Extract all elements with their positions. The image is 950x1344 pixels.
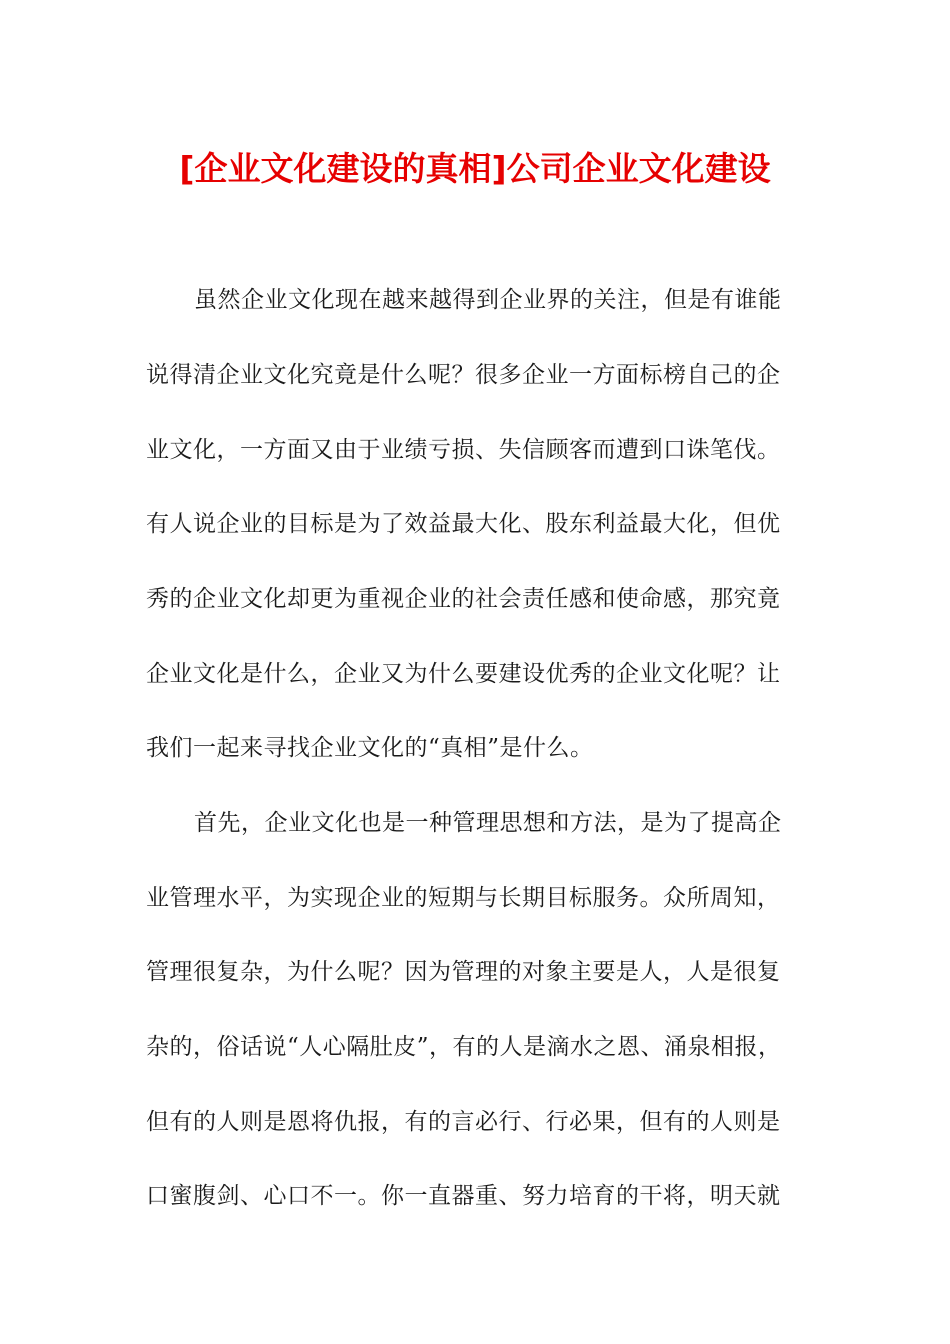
paragraph-2-line-6: 口蜜腹剑、心口不一。你一直器重、努力培育的干将，明天就 <box>146 1183 781 1209</box>
paragraph-2-line-1: 首先，企业文化也是一种管理思想和方法，是为了提高企 <box>194 810 782 836</box>
paragraph-2-line-3: 管理很复杂，为什么呢？因为管理的对象主要是人，人是很复 <box>146 959 781 985</box>
paragraph-1-line-1: 虽然企业文化现在越来越得到企业界的关注，但是有谁能 <box>194 287 782 313</box>
paragraph-1-line-7: 我们一起来寻找企业文化的“真相”是什么。 <box>146 735 594 761</box>
paragraph-1-line-3: 业文化，一方面又由于业绩亏损、失信顾客而遭到口诛笔伐。 <box>146 437 781 463</box>
paragraph-2-line-4: 杂的，俗话说“人心隔肚皮”，有的人是滴水之恩、涌泉相报， <box>146 1034 782 1060</box>
paragraph-2-line-5: 但有的人则是恩将仇报，有的言必行、行必果，但有的人则是 <box>146 1109 781 1135</box>
document-title: [企业文化建设的真相]公司企业文化建设 <box>179 149 771 188</box>
paragraph-1-line-4: 有人说企业的目标是为了效益最大化、股东利益最大化，但优 <box>146 511 781 537</box>
paragraph-1-line-6: 企业文化是什么，企业又为什么要建设优秀的企业文化呢？让 <box>146 661 781 687</box>
paragraph-1-line-5: 秀的企业文化却更为重视企业的社会责任感和使命感，那究竟 <box>146 586 781 612</box>
paragraph-2-line-2: 业管理水平，为实现企业的短期与长期目标服务。众所周知， <box>146 885 781 911</box>
paragraph-1-line-2: 说得清企业文化究竟是什么呢？很多企业一方面标榜自己的企 <box>146 362 781 388</box>
